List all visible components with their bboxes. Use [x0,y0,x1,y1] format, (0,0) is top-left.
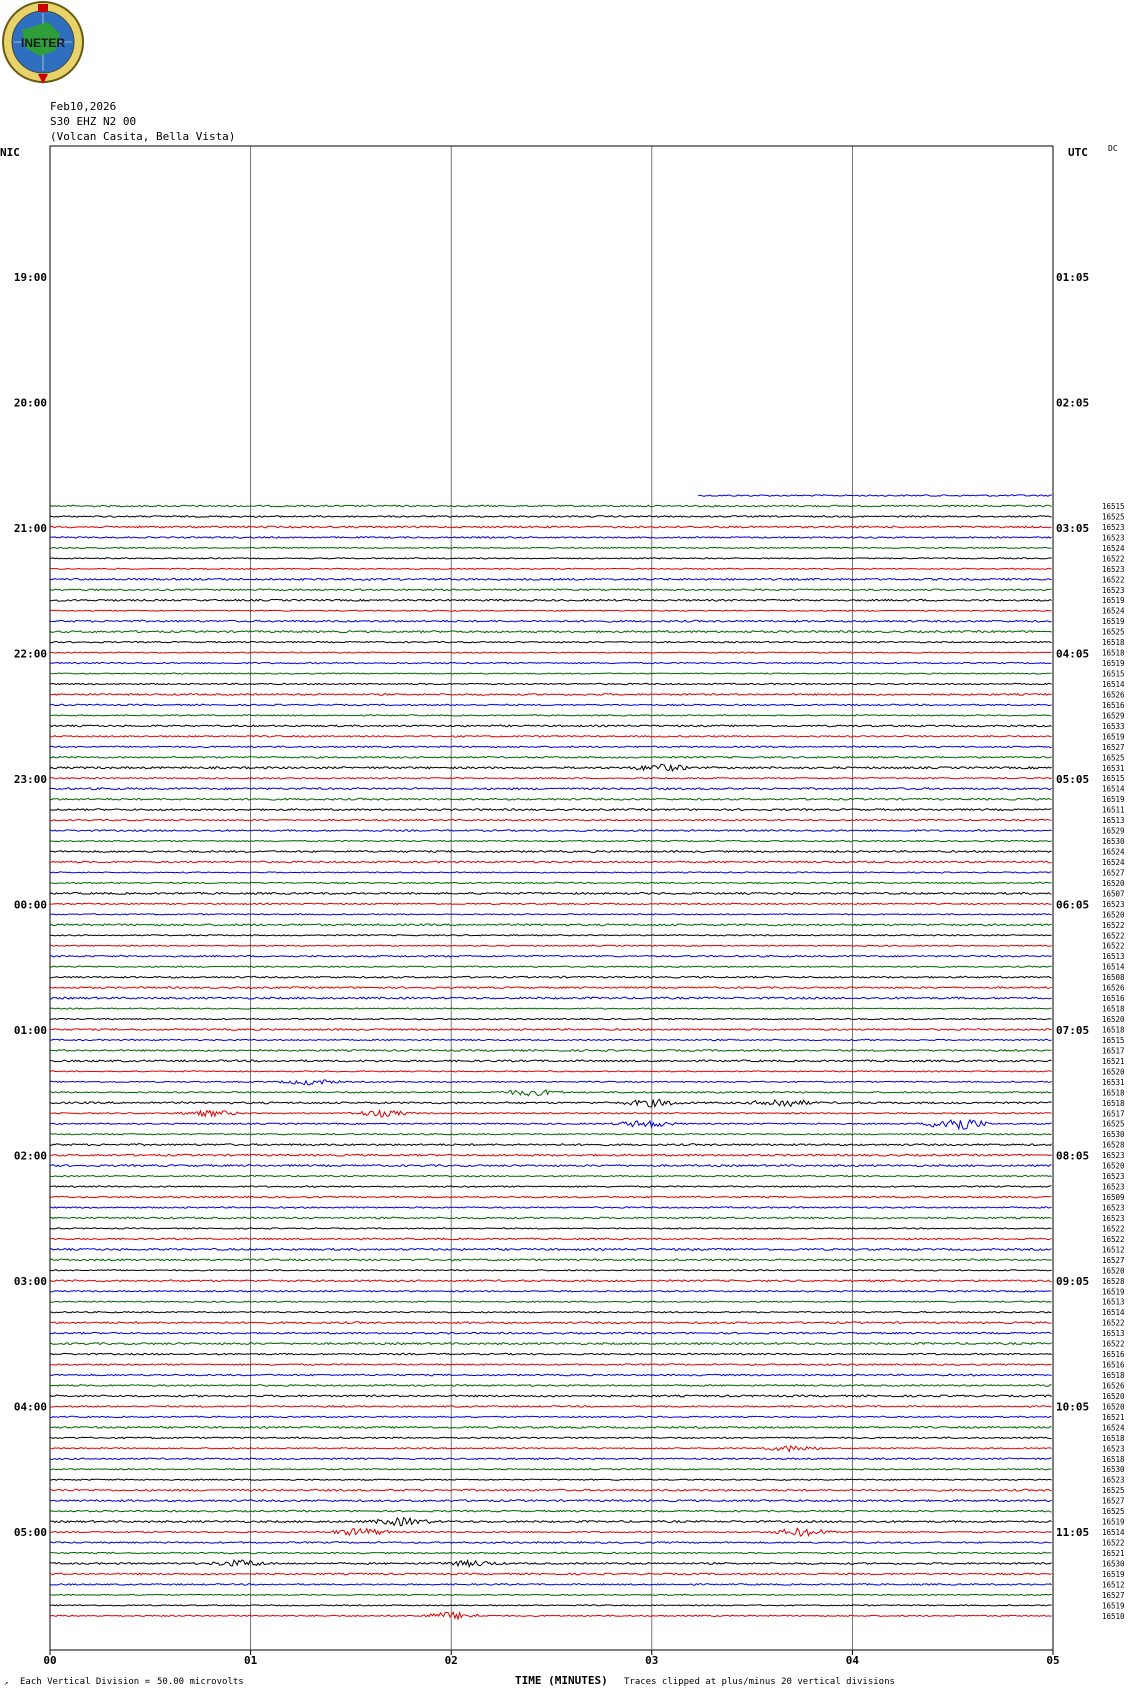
trace-dc-label: 16519 [1102,1601,1125,1611]
trace-line [50,1144,1052,1146]
trace-dc-label: 16519 [1102,659,1125,669]
right-hour-label: 01:05 [1056,271,1090,284]
trace-dc-label: 16516 [1102,700,1125,710]
trace-line [50,764,1052,771]
trace-dc-label: 16525 [1102,1507,1125,1517]
trace-line [50,1489,1052,1491]
trace-line [50,1099,1052,1107]
trace-dc-label: 16519 [1102,1287,1125,1297]
trace-dc-label: 16527 [1102,742,1125,752]
trace-dc-label: 16523 [1102,1213,1125,1223]
trace-line [50,924,1052,926]
trace-line [50,1605,1052,1606]
trace-dc-label: 16523 [1102,899,1125,909]
x-axis-label: TIME (MINUTES) [515,1674,608,1687]
trace-dc-label: 16523 [1102,1475,1125,1485]
trace-line [50,631,1052,633]
trace-dc-label: 16517 [1102,1109,1125,1119]
trace-dc-label: 16519 [1102,596,1125,606]
trace-dc-label: 16527 [1102,1496,1125,1506]
trace-dc-label: 16526 [1102,1381,1125,1391]
trace-line [50,914,1052,915]
left-hour-label: 01:00 [13,1024,47,1037]
dc-label: DC [1108,144,1118,153]
trace-line [50,1528,1052,1536]
trace-dc-label: 16525 [1102,627,1125,637]
trace-line [50,757,1052,759]
trace-line [50,568,1052,569]
trace-dc-label: 16529 [1102,711,1125,721]
trace-line [50,673,1052,674]
trace-line [50,704,1052,705]
trace-line [50,1259,1052,1261]
left-hour-label: 00:00 [13,898,47,912]
trace-dc-label: 16523 [1102,564,1125,574]
trace-dc-label: 16520 [1102,910,1125,920]
trace-line [50,1175,1052,1176]
trace-line [50,620,1052,622]
trace-line [50,903,1052,904]
trace-dc-label: 16518 [1102,1454,1125,1464]
trace-line [50,652,1052,653]
trace-dc-label: 16523 [1102,522,1125,532]
trace-line [50,1018,1052,1019]
trace-dc-label: 16518 [1102,1098,1125,1108]
trace-line [50,861,1052,863]
trace-line [50,1446,1052,1452]
trace-dc-label: 16513 [1102,816,1125,826]
trace-line [50,599,1052,601]
trace-dc-label: 16511 [1102,805,1125,815]
trace-dc-label: 16527 [1102,1255,1125,1265]
trace-dc-label: 16524 [1102,606,1125,616]
trace-dc-label: 16512 [1102,1580,1125,1590]
trace-dc-label: 16508 [1102,973,1125,983]
trace-dc-label: 16520 [1102,1161,1125,1171]
x-tick-label: 04 [845,1654,860,1667]
trace-dc-label: 16525 [1102,1486,1125,1496]
trace-dc-label: 16516 [1102,994,1125,1004]
trace-dc-label: 16518 [1102,1088,1125,1098]
trace-line [50,1332,1052,1334]
left-hour-label: 22:00 [13,647,47,661]
trace-line [50,1217,1052,1219]
trace-dc-label: 16521 [1102,1056,1125,1066]
trace-dc-label: 16520 [1102,878,1125,888]
trace-dc-label: 16521 [1102,1412,1125,1422]
left-hour-label: 21:00 [13,522,47,535]
trace-dc-label: 16518 [1102,1433,1125,1443]
trace-line [50,1416,1052,1417]
trace-dc-label: 16512 [1102,1245,1125,1255]
trace-line [50,966,1052,967]
trace-line [50,1120,1052,1130]
trace-line [50,1090,1052,1096]
trace-dc-label: 16518 [1102,1004,1125,1014]
trace-line [50,1186,1052,1188]
trace-line [50,1248,1052,1250]
trace-line [50,1560,1052,1567]
trace-dc-label: 16523 [1102,1444,1125,1454]
trace-dc-label: 16530 [1102,837,1125,847]
trace-dc-label: 16510 [1102,1611,1125,1621]
left-hour-label: 03:00 [13,1275,47,1288]
scale-prefix: Each Vertical Division = [20,1677,151,1687]
right-hour-label: 06:05 [1056,898,1090,912]
trace-dc-label: 16522 [1102,941,1125,951]
trace-line [50,1542,1052,1544]
trace-line [50,736,1052,738]
trace-dc-label: 16522 [1102,920,1125,930]
trace-dc-label: 16526 [1102,690,1125,700]
trace-line [50,1573,1052,1575]
trace-dc-label: 16518 [1102,648,1125,658]
x-tick-label: 03 [645,1654,659,1667]
x-tick-label: 00 [43,1654,57,1667]
trace-line [50,1154,1052,1156]
trace-dc-label: 16516 [1102,1350,1125,1360]
trace-line [50,1134,1052,1135]
trace-dc-label: 16527 [1102,868,1125,878]
trace-dc-label: 16522 [1102,575,1125,585]
trace-line [50,935,1052,936]
trace-dc-label: 16522 [1102,1339,1125,1349]
right-hour-label: 02:05 [1056,396,1090,410]
trace-line [50,1029,1052,1031]
trace-dc-label: 16520 [1102,1402,1125,1412]
plot-frame [50,146,1053,1650]
trace-dc-label: 16517 [1102,1046,1125,1056]
trace-line [50,725,1052,727]
right-hour-label: 07:05 [1056,1024,1090,1037]
x-tick-label: 05 [1046,1654,1060,1667]
trace-line [50,830,1052,832]
left-hour-label: 05:00 [13,1526,47,1539]
trace-dc-label: 16519 [1102,1569,1125,1579]
right-hour-label: 04:05 [1056,647,1090,661]
trace-dc-label: 16521 [1102,1549,1125,1558]
trace-line [50,1552,1052,1553]
trace-dc-label: 16515 [1102,1035,1125,1045]
right-hour-label: 08:05 [1056,1149,1090,1163]
trace-dc-label: 16530 [1102,1559,1125,1569]
station-id: S30 EHZ N2 00 [50,115,137,128]
trace-dc-label: 16509 [1102,1193,1125,1203]
trace-line [698,495,1052,497]
trace-dc-label: 16533 [1102,721,1125,731]
trace-dc-label: 16524 [1102,857,1125,867]
trace-dc-label: 16515 [1102,774,1125,784]
left-hour-label: 04:00 [13,1400,47,1414]
trace-line [50,1353,1052,1355]
trace-line [50,872,1052,873]
trace-line [50,840,1052,841]
trace-line [50,715,1052,716]
trace-dc-label: 16518 [1102,1025,1125,1035]
plot-date: Feb10,2026 [50,100,117,113]
trace-line [50,746,1052,748]
trace-line [50,1500,1052,1502]
trace-dc-label: 16515 [1102,669,1125,679]
trace-line [50,788,1052,790]
right-timezone-label: UTC [1068,146,1088,159]
trace-dc-label: 16519 [1102,732,1125,742]
trace-dc-label: 16524 [1102,847,1125,857]
trace-dc-label: 16525 [1102,1119,1125,1129]
trace-line [50,851,1052,853]
trace-dc-label: 16530 [1102,1130,1125,1140]
trace-line [50,683,1052,684]
trace-line [50,882,1052,883]
trace-dc-label: 16523 [1102,1172,1125,1182]
trace-line [50,955,1052,957]
clip-note: Traces clipped at plus/minus 20 vertical divisions [624,1677,895,1687]
trace-line [50,1207,1052,1208]
x-tick-label: 02 [444,1654,458,1667]
trace-dc-label: 16522 [1102,931,1125,941]
trace-line [50,1374,1052,1376]
trace-line [50,1437,1052,1439]
trace-line [50,1594,1052,1595]
trace-line [50,893,1052,895]
trace-line [50,578,1052,580]
trace-line [50,1228,1052,1229]
right-hour-label: 03:05 [1056,522,1090,535]
trace-dc-label: 16515 [1102,502,1125,511]
trace-dc-label: 16514 [1102,679,1125,689]
trace-dc-label: 16523 [1102,1182,1125,1192]
trace-line [50,1080,1052,1085]
trace-line [50,819,1052,820]
trace-line [50,798,1052,800]
trace-line [50,1612,1052,1619]
trace-line [50,1458,1052,1460]
trace-line [50,809,1052,811]
trace-dc-label: 16523 [1102,1151,1125,1161]
trace-dc-label: 16514 [1102,1308,1125,1318]
trace-dc-label: 16530 [1102,1465,1125,1475]
trace-line [50,641,1052,642]
trace-dc-label: 16522 [1102,1538,1125,1548]
trace-line [50,610,1052,611]
trace-line [50,537,1052,539]
trace-dc-label: 16507 [1102,889,1125,899]
trace-line [50,1510,1052,1512]
trace-dc-label: 16522 [1102,1318,1125,1328]
trace-line [50,1584,1052,1585]
trace-line [50,1039,1052,1040]
trace-dc-label: 16516 [1102,1360,1125,1370]
station-location: (Volcan Casita, Bella Vista) [50,130,236,143]
trace-line [50,1312,1052,1313]
trace-dc-label: 16531 [1102,763,1125,773]
left-hour-label: 02:00 [13,1149,47,1163]
trace-dc-label: 16522 [1102,554,1125,564]
trace-line [50,1385,1052,1387]
trace-line [50,1343,1052,1345]
right-hour-label: 09:05 [1056,1275,1090,1288]
trace-dc-label: 16520 [1102,1266,1125,1276]
trace-dc-label: 16523 [1102,1203,1125,1213]
trace-dc-label: 16529 [1102,826,1125,836]
trace-dc-label: 16522 [1102,1224,1125,1234]
trace-line [50,1322,1052,1324]
trace-line [50,516,1052,518]
trace-dc-label: 16514 [1102,784,1125,794]
trace-dc-label: 16519 [1102,617,1125,627]
trace-line [50,976,1052,978]
trace-line [50,558,1052,559]
x-tick-label: 01 [243,1654,258,1667]
scale-icon: ↗ [4,1679,9,1687]
left-hour-label: 20:00 [13,396,47,410]
trace-dc-label: 16519 [1102,795,1125,805]
trace-line [50,526,1052,528]
trace-line [50,1270,1052,1271]
trace-dc-label: 16513 [1102,1329,1125,1339]
trace-dc-label: 16518 [1102,1371,1125,1381]
trace-dc-label: 16520 [1102,1015,1125,1025]
trace-line [50,1008,1052,1009]
trace-line [50,1110,1052,1117]
trace-line [50,1406,1052,1408]
trace-line [50,1469,1052,1470]
trace-line [50,1060,1052,1062]
trace-line [50,1518,1052,1526]
trace-line [50,987,1052,989]
trace-line [50,1071,1052,1072]
trace-dc-label: 16519 [1102,1517,1125,1527]
trace-line [50,778,1052,779]
trace-line [50,547,1052,548]
trace-dc-label: 16524 [1102,1423,1125,1433]
left-hour-label: 23:00 [13,773,47,786]
right-hour-label: 11:05 [1056,1526,1090,1539]
logo-text: INETER [20,36,66,50]
trace-line [50,694,1052,696]
trace-dc-label: 16522 [1102,1234,1125,1244]
trace-dc-label: 16523 [1102,585,1125,595]
trace-line [50,1427,1052,1429]
trace-line [50,1479,1052,1480]
trace-dc-label: 16514 [1102,962,1125,972]
trace-dc-label: 16520 [1102,1067,1125,1077]
trace-line [50,1165,1052,1167]
trace-line [50,662,1052,663]
trace-dc-label: 16524 [1102,543,1125,553]
trace-line [50,1364,1052,1366]
trace-line [50,1395,1052,1397]
trace-dc-label: 16520 [1102,1391,1125,1401]
right-hour-label: 05:05 [1056,773,1090,786]
trace-line [50,589,1052,591]
trace-dc-label: 16513 [1102,1297,1125,1307]
trace-line [50,505,1052,507]
trace-dc-label: 16513 [1102,952,1125,962]
trace-line [50,945,1052,946]
trace-line [50,1301,1052,1302]
trace-dc-label: 16525 [1102,753,1125,763]
trace-dc-label: 16527 [1102,1590,1125,1600]
scale-value: 50.00 microvolts [157,1677,244,1687]
trace-dc-label: 16531 [1102,1077,1125,1087]
trace-line [50,1238,1052,1240]
trace-dc-label: 16518 [1102,638,1125,648]
left-timezone-label: NIC [0,146,20,159]
trace-dc-label: 16514 [1102,1528,1125,1538]
left-hour-label: 19:00 [13,271,47,284]
trace-dc-label: 16526 [1102,983,1125,993]
trace-line [50,1050,1052,1052]
trace-dc-label: 16523 [1102,533,1125,543]
trace-line [50,997,1052,999]
right-hour-label: 10:05 [1056,1400,1090,1414]
trace-line [50,1196,1052,1198]
trace-line [50,1291,1052,1292]
trace-line [50,1280,1052,1282]
trace-dc-label: 16528 [1102,1276,1125,1286]
trace-dc-label: 16528 [1102,1140,1125,1150]
trace-dc-label: 16525 [1102,512,1125,522]
